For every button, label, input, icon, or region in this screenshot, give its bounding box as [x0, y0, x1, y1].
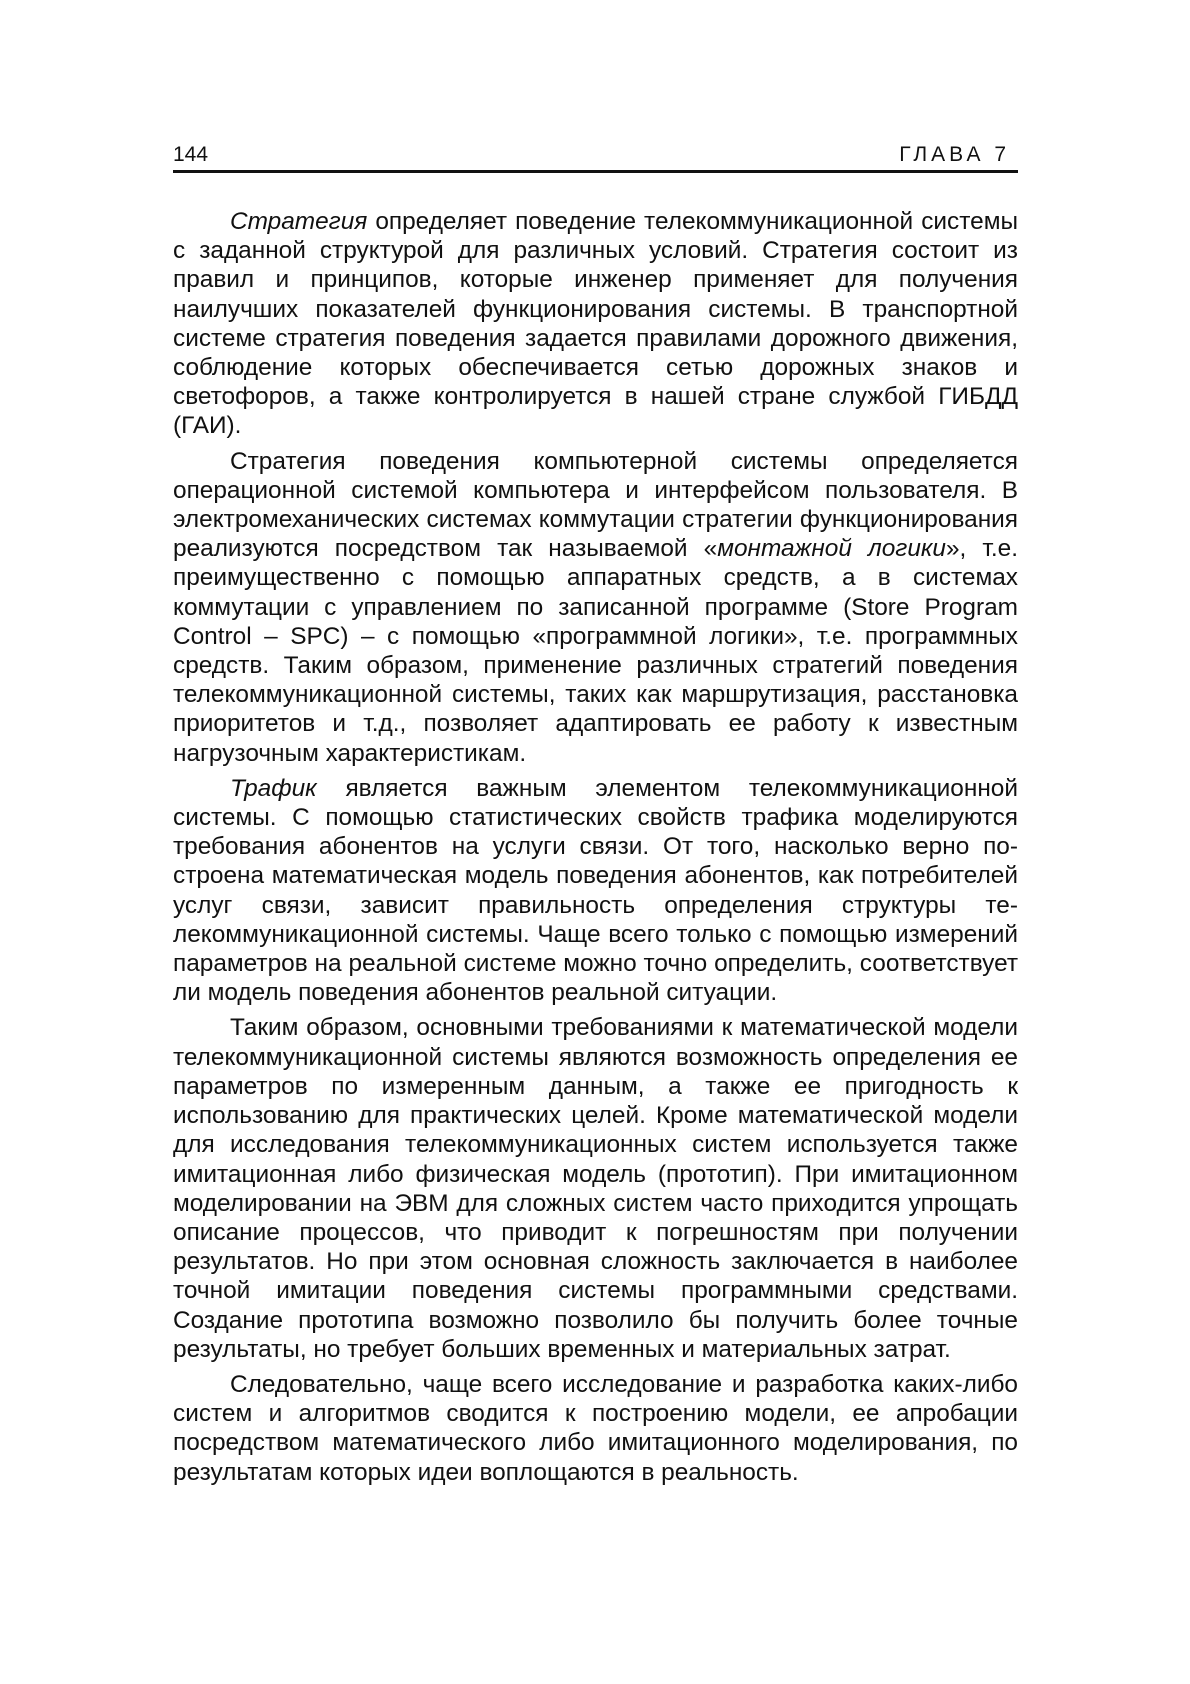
- paragraph-conclusion: Следовательно, чаще всего исследование и разработка каких-либо систем и алгоритмов сводится к построению модели, ее апробации посредством математического либо имитационного моделирования, по результатам которых идеи воплощаются в реальность.: [173, 1370, 1018, 1486]
- paragraph-traffic: [173, 774, 1018, 1008]
- paragraph-computer-strategy-text-before: Стратегия поведения компьютерной системы определяется операционной системой компьютера и интерфейсом пользователя. В электромеханических системах коммутации стратегии функционирования реализуются посредством так называемой «: [173, 447, 1018, 563]
- term-traffic: Трафик: [230, 774, 317, 802]
- chapter-label: ГЛАВА 7: [899, 143, 1010, 166]
- paragraph-traffic-text: является важным элементом телекоммуникационной системы. С помощью статистических свойств трафика моделируются требования абонентов на услуги связи. От того, насколько верно построена математическая модель поведения абонентов, как потребителей услуг связи, зависит правильность определения структуры телекоммуникационной системы. Чаще всего только с помощью измерений параметров на реальной системе можно точно определить, соответствует ли модель поведения абонентов реальной ситуации.: [173, 774, 1018, 1007]
- term-strategy: Стратегия: [230, 208, 368, 235]
- paragraph-computer-strategy: [173, 447, 1018, 768]
- paragraph-model-requirements: Таким образом, основными требованиями к математической модели телекоммуникационной системы являются возможность определения ее параметров по измеренным данным, а также ее пригодность к использованию для практических целей. Кроме математической модели для исследования телекоммуникационных систем используется также имитационная либо физическая модель (прототип). При имитационном моделировании на ЭВМ для сложных систем часто приходится упрощать описание процессов, что приводит к погрешностям при получении результатов. Но при этом основная сложность заключается в наиболее точной имитации поведения системы программными средствами. Создание прототипа возможно позволило бы получить более точные результаты, но требует больших временных и материальных затрат.: [173, 1014, 1018, 1363]
- book-page: [173, 140, 1018, 1493]
- paragraph-strategy-text: определяет поведение телекоммуникационной системы с заданной структурой для различных условий. Стратегия состоит из правил и принципов, которые инженер применяет для получения наилучших показателей функционирования системы. В транспортной системе стратегия поведения задается правилами дорожного движения, соблюдение которых обеспечивается сетью дорожных знаков и светофоров, а также контролируется в нашей стране службой ГИБДД (ГАИ).: [173, 208, 1018, 440]
- paragraph-computer-strategy-text-after: », т.е. преимущественно с помощью аппаратных средств, а в системах коммутации с управлением по записанной программе (Store Program Control – SPC) – с помощью «программной логики», т.е. программных средств. Таким образом, применение различных стратегий поведения телекоммуникационной системы, таких как маршрутизация, расстановка приоритетов и т.д., позволяет адаптировать ее работу к известным нагрузочным характеристикам.: [173, 535, 1019, 767]
- page-number: 144: [173, 143, 209, 166]
- paragraph-strategy: [173, 207, 1018, 441]
- term-wired-logic: монтажной логики: [717, 535, 946, 563]
- body-text: [173, 207, 1018, 1487]
- running-head: [173, 140, 1018, 173]
